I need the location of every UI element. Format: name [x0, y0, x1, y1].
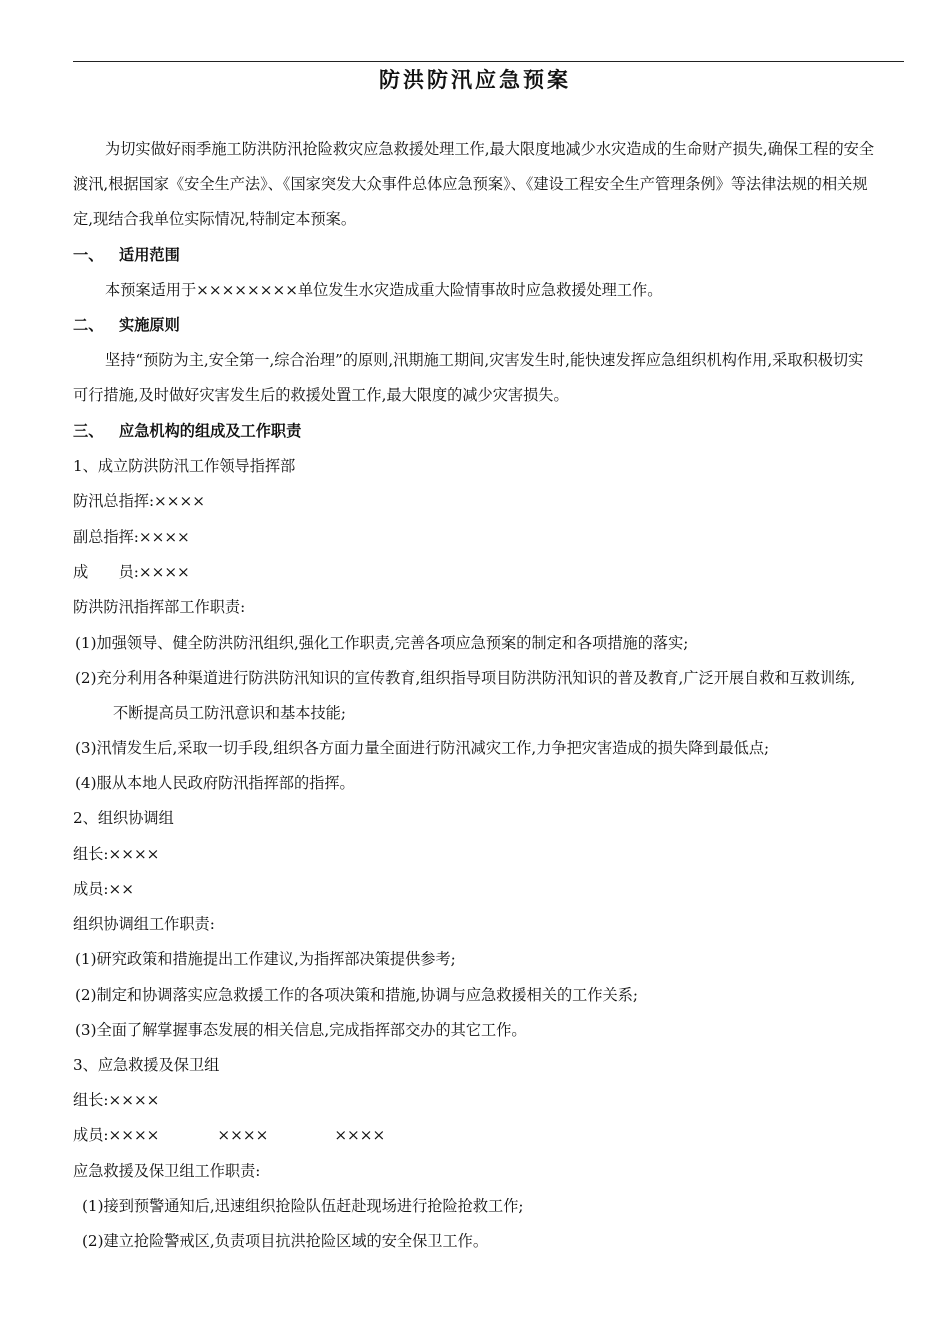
group-1-members — [73, 561, 903, 583]
group-3-duty-title: 应急救援及保卫组工作职责: — [73, 1162, 261, 1180]
section-1-title: 适用范围 — [119, 246, 180, 264]
group-3-member-3: ×××× — [334, 1126, 386, 1144]
group-3-members-label: 成员: — [73, 1126, 109, 1144]
group-1-duty-4: (4)服从本地人民政府防汛指挥部的指挥。 — [75, 774, 355, 792]
section-3-title: 应急机构的组成及工作职责 — [119, 422, 302, 440]
group-3-member-1: ×××× — [108, 1126, 160, 1144]
intro-line-1: 为切实做好雨季施工防洪防汛抢险救灾应急救援处理工作,最大限度地减少水灾造成的生命财产损失,确保工程的安全 — [105, 140, 875, 158]
section-1-number: 一、 — [73, 246, 104, 264]
section-3-number: 三、 — [73, 422, 104, 440]
group-1-deputy: 副总指挥:×××× — [73, 528, 190, 546]
group-1-chief: 防汛总指挥:×××× — [73, 492, 205, 510]
intro-line-2: 渡汛,根据国家《安全生产法》、《国家突发大众事件总体应急预案》、《建设工程安全生产管理条例》等法律法规的相关规 — [73, 175, 868, 193]
group-1-heading: 1、成立防洪防汛工作领导指挥部 — [73, 457, 296, 475]
section-2-body-1: 坚持“预防为主,安全第一,综合治理”的原则,汛期施工期间,灾害发生时,能快速发挥应急组织机构作用,采取积极切实 — [105, 351, 864, 369]
group-2-members: 成员:×× — [73, 880, 134, 898]
section-2-heading — [73, 314, 903, 336]
section-2-title: 实施原则 — [119, 316, 180, 334]
section-1-heading — [73, 244, 903, 266]
group-3-members — [73, 1124, 903, 1146]
group-1-members-label: 成 员: — [73, 563, 139, 581]
group-2-duty-title: 组织协调组工作职责: — [73, 915, 215, 933]
group-2-heading: 2、组织协调组 — [73, 809, 174, 827]
group-3-duty-1: (1)接到预警通知后,迅速组织抢险队伍赶赴现场进行抢险抢救工作; — [82, 1197, 524, 1215]
group-1-members-value: ×××× — [138, 563, 190, 581]
document-title: 防洪防汛应急预案 — [379, 67, 571, 92]
intro-line-3: 定,现结合我单位实际情况,特制定本预案。 — [73, 210, 357, 228]
group-1-duty-2-cont: 不断提高员工防汛意识和基本技能; — [113, 704, 346, 722]
group-2-leader: 组长:×××× — [73, 845, 160, 863]
group-3-heading: 3、应急救援及保卫组 — [73, 1056, 220, 1074]
section-2-number: 二、 — [73, 316, 104, 334]
section-1-body: 本预案适用于××××××××单位发生水灾造成重大险情事故时应急救援处理工作。 — [105, 281, 663, 299]
header-rule — [73, 61, 904, 62]
group-1-duty-3: (3)汛情发生后,采取一切手段,组织各方面力量全面进行防汛减灾工作,力争把灾害造成的损失降到最低点; — [75, 739, 770, 757]
group-1-duty-2: (2)充分利用各种渠道进行防洪防汛知识的宣传教育,组织指导项目防洪防汛知识的普及教育,广泛开展自救和互救训练, — [75, 669, 856, 687]
group-1-duty-title: 防洪防汛指挥部工作职责: — [73, 598, 246, 616]
section-3-heading — [73, 420, 903, 442]
group-2-duty-1: (1)研究政策和措施提出工作建议,为指挥部决策提供参考; — [75, 950, 456, 968]
group-2-duty-3: (3)全面了解掌握事态发展的相关信息,完成指挥部交办的其它工作。 — [75, 1021, 527, 1039]
group-3-leader: 组长:×××× — [73, 1091, 160, 1109]
group-2-duty-2: (2)制定和协调落实应急救援工作的各项决策和措施,协调与应急救援相关的工作关系; — [75, 986, 639, 1004]
section-2-body-2: 可行措施,及时做好灾害发生后的救援处置工作,最大限度的减少灾害损失。 — [73, 386, 569, 404]
group-1-duty-1: (1)加强领导、健全防洪防汛组织,强化工作职责,完善各项应急预案的制定和各项措施的落实; — [75, 634, 689, 652]
group-3-duty-2: (2)建立抢险警戒区,负责项目抗洪抢险区域的安全保卫工作。 — [82, 1232, 489, 1250]
group-3-member-2: ×××× — [217, 1126, 269, 1144]
